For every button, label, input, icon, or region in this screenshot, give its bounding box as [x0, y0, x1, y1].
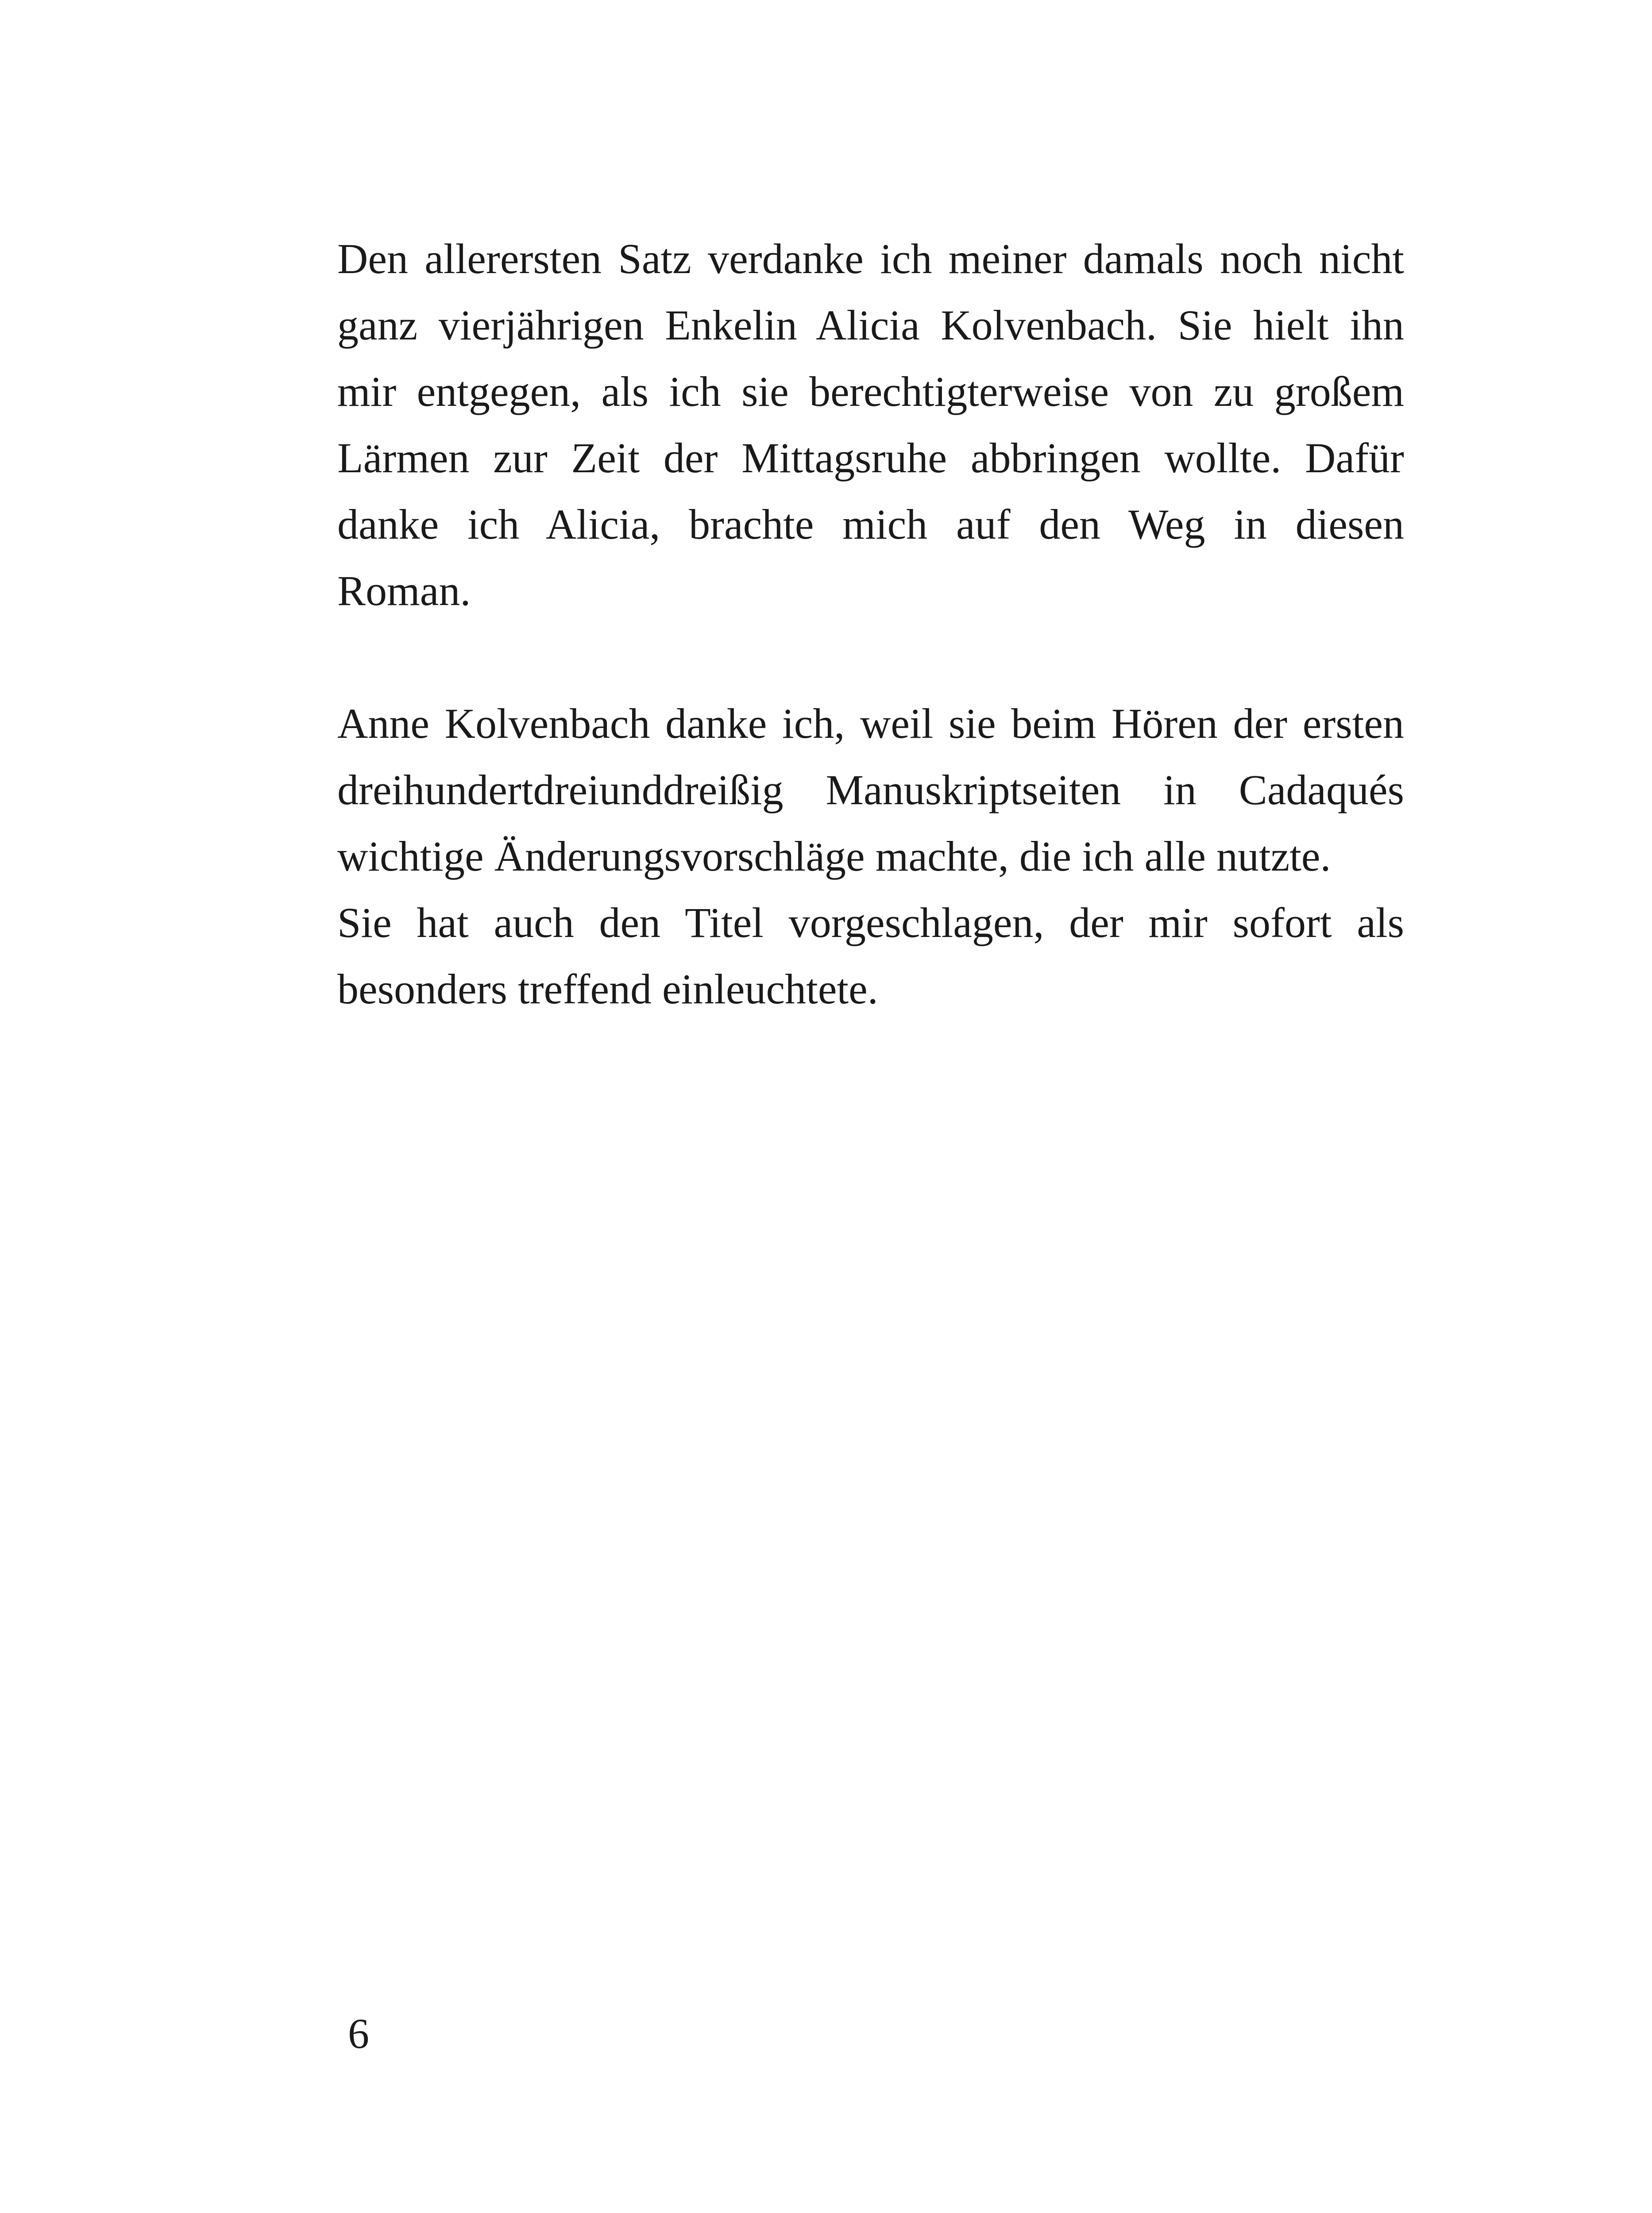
paragraph-anne — [337, 690, 1404, 1022]
text-line: dreihundertdreiunddreißig Manuskriptseiten in Cadaqués — [337, 766, 1404, 813]
text-line: wichtige Änderungsvorschläge machte, die ich alle nutzte. — [337, 833, 1331, 880]
text-line: Roman. — [337, 567, 471, 614]
text-line: Den allerersten Satz verdanke ich meiner damals noch nicht — [337, 235, 1404, 282]
text-line: Lärmen zur Zeit der Mittagsruhe abbringen wollte. Dafür — [337, 434, 1404, 482]
text-line: Sie hat auch den Titel vorgeschlagen, der mir sofort als — [337, 899, 1404, 946]
text-line: besonders treffend einleuchtete. — [337, 965, 878, 1013]
paragraph-alicia — [337, 226, 1404, 624]
text-line: danke ich Alicia, brachte mich auf den Weg in diesen — [337, 501, 1404, 548]
page-number: 6 — [348, 2010, 369, 2057]
paragraph-spacer — [337, 624, 1404, 690]
text-line: mir entgegen, als ich sie berechtigterweise von zu großem — [337, 368, 1404, 415]
text-line: Anne Kolvenbach danke ich, weil sie beim Hören der ersten — [337, 700, 1404, 747]
text-line: ganz vierjährigen Enkelin Alicia Kolvenbach. Sie hielt ihn — [337, 301, 1404, 349]
acknowledgements-text — [337, 226, 1404, 1022]
